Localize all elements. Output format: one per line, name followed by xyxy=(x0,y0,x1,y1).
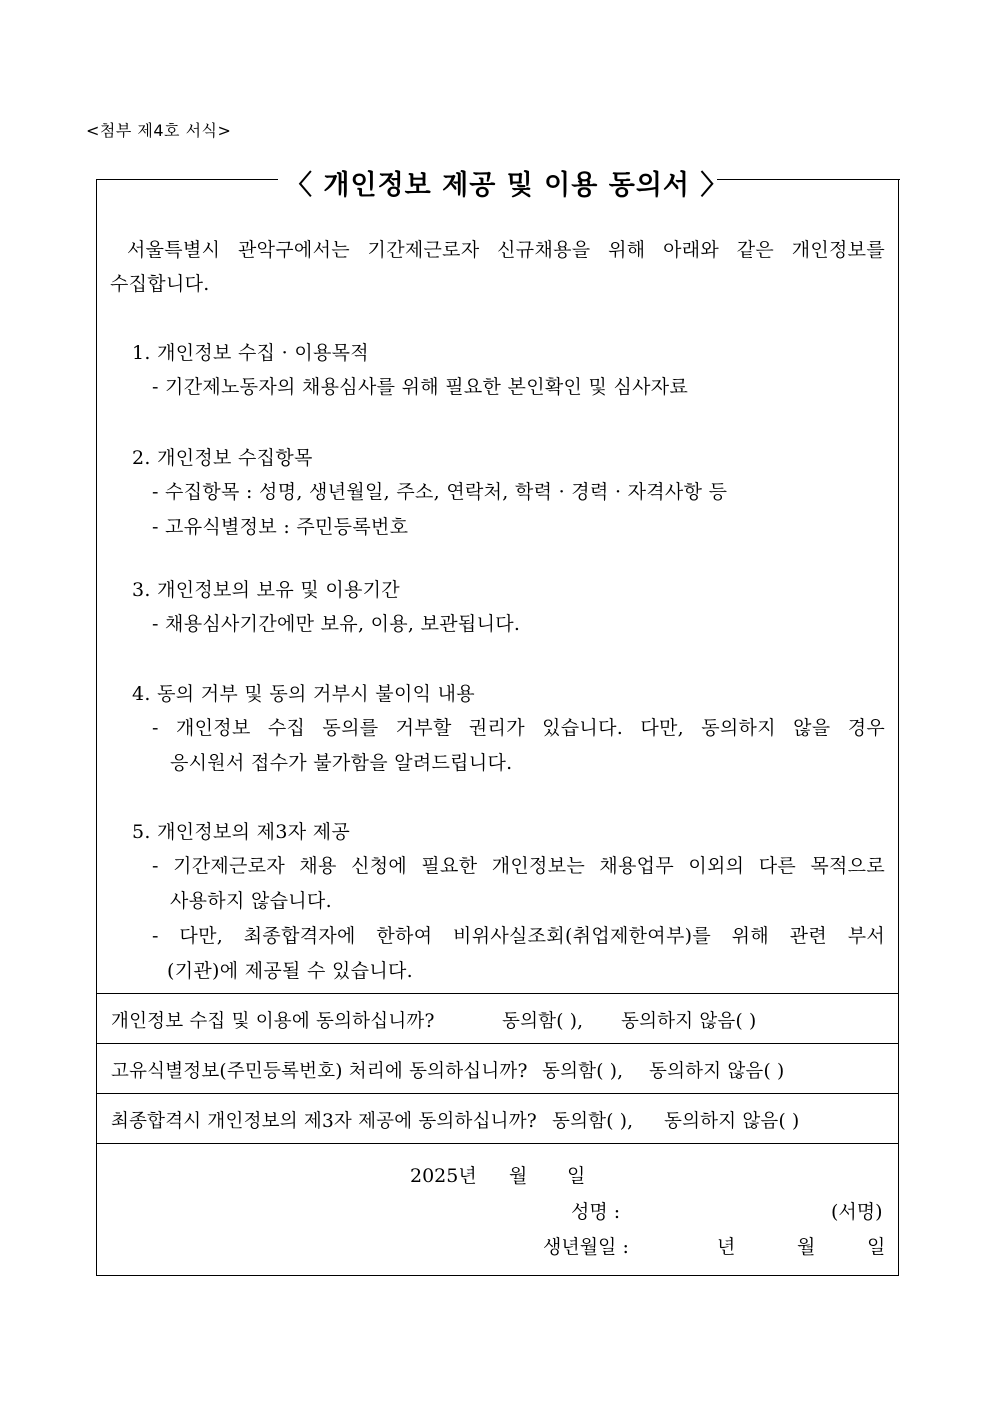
date-month: 월 xyxy=(509,1165,528,1187)
consent-row-3 xyxy=(97,1093,898,1143)
section-4-heading: 4. 동의 거부 및 동의 거부시 불이익 내용 xyxy=(132,683,475,705)
consent-row-2-disagree[interactable]: 동의하지 않음( ) xyxy=(649,1061,785,1082)
section-1-item-1: - 기간제노동자의 채용심사를 위해 필요한 본인확인 및 심사자료 xyxy=(152,376,689,398)
section-2-item-2: - 고유식별정보 : 주민등록번호 xyxy=(152,516,409,538)
section-5-heading: 5. 개인정보의 제3자 제공 xyxy=(132,821,351,843)
section-2-item-1: - 수집항목 : 성명, 생년월일, 주소, 연락처, 학력 · 경력 · 자격사항 등 xyxy=(152,481,728,503)
consent-row-1 xyxy=(97,993,898,1043)
consent-row-3-question: 최종합격시 개인정보의 제3자 제공에 동의하십니까? xyxy=(111,1111,537,1132)
section-4-item-2: 응시원서 접수가 불가함을 알려드립니다. xyxy=(170,752,513,774)
section-4-item-1: - 개인정보 수집 동의를 거부할 권리가 있습니다. 다만, 동의하지 않을 경우 xyxy=(152,717,885,739)
consent-row-2-agree[interactable]: 동의함( ), xyxy=(542,1061,624,1082)
sign-label: (서명) xyxy=(831,1201,883,1223)
consent-row-1-agree[interactable]: 동의함( ), xyxy=(502,1011,584,1032)
consent-row-2-question: 고유식별정보(주민등록번호) 처리에 동의하십니까? xyxy=(111,1061,528,1082)
section-5-item-4: (기관)에 제공될 수 있습니다. xyxy=(167,960,413,982)
date-day: 일 xyxy=(567,1165,586,1187)
section-5-item-2: 사용하지 않습니다. xyxy=(170,890,332,912)
consent-row-1-question: 개인정보 수집 및 이용에 동의하십니까? xyxy=(111,1011,435,1032)
consent-row-1-disagree[interactable]: 동의하지 않음( ) xyxy=(621,1011,757,1032)
section-2-heading: 2. 개인정보 수집항목 xyxy=(132,447,313,469)
consent-row-3-disagree[interactable]: 동의하지 않음( ) xyxy=(664,1111,800,1132)
attachment-label: <첨부 제4호 서식> xyxy=(86,121,232,140)
document-title: 〈 개인정보 제공 및 이용 동의서 〉 xyxy=(285,170,729,201)
section-3-heading: 3. 개인정보의 보유 및 이용기간 xyxy=(132,579,400,601)
date-year: 2025년 xyxy=(410,1165,477,1187)
name-label: 성명 : xyxy=(571,1201,621,1223)
name-field[interactable] xyxy=(657,1197,827,1219)
section-3-item-1: - 채용심사기간에만 보유, 이용, 보관됩니다. xyxy=(152,613,521,635)
signature-block xyxy=(97,1143,898,1276)
intro-line-1: 서울특별시 관악구에서는 기간제근로자 신규채용을 위해 아래와 같은 개인정보를 xyxy=(127,239,885,261)
birth-day: 일 xyxy=(867,1236,886,1258)
consent-row-3-agree[interactable]: 동의함( ), xyxy=(552,1111,634,1132)
birth-month: 월 xyxy=(797,1236,816,1258)
birth-year: 년 xyxy=(717,1236,736,1258)
birth-label: 생년월일 : xyxy=(543,1236,629,1258)
consent-row-2 xyxy=(97,1043,898,1093)
section-5-item-3: - 다만, 최종합격자에 한하여 비위사실조회(취업제한여부)를 위해 관련 부서 xyxy=(152,925,885,947)
intro-line-2: 수집합니다. xyxy=(110,273,210,295)
document-frame xyxy=(96,180,899,1276)
section-1-heading: 1. 개인정보 수집 · 이용목적 xyxy=(132,342,369,364)
section-5-item-1: - 기간제근로자 채용 신청에 필요한 개인정보는 채용업무 이외의 다른 목적으로 xyxy=(152,855,885,877)
